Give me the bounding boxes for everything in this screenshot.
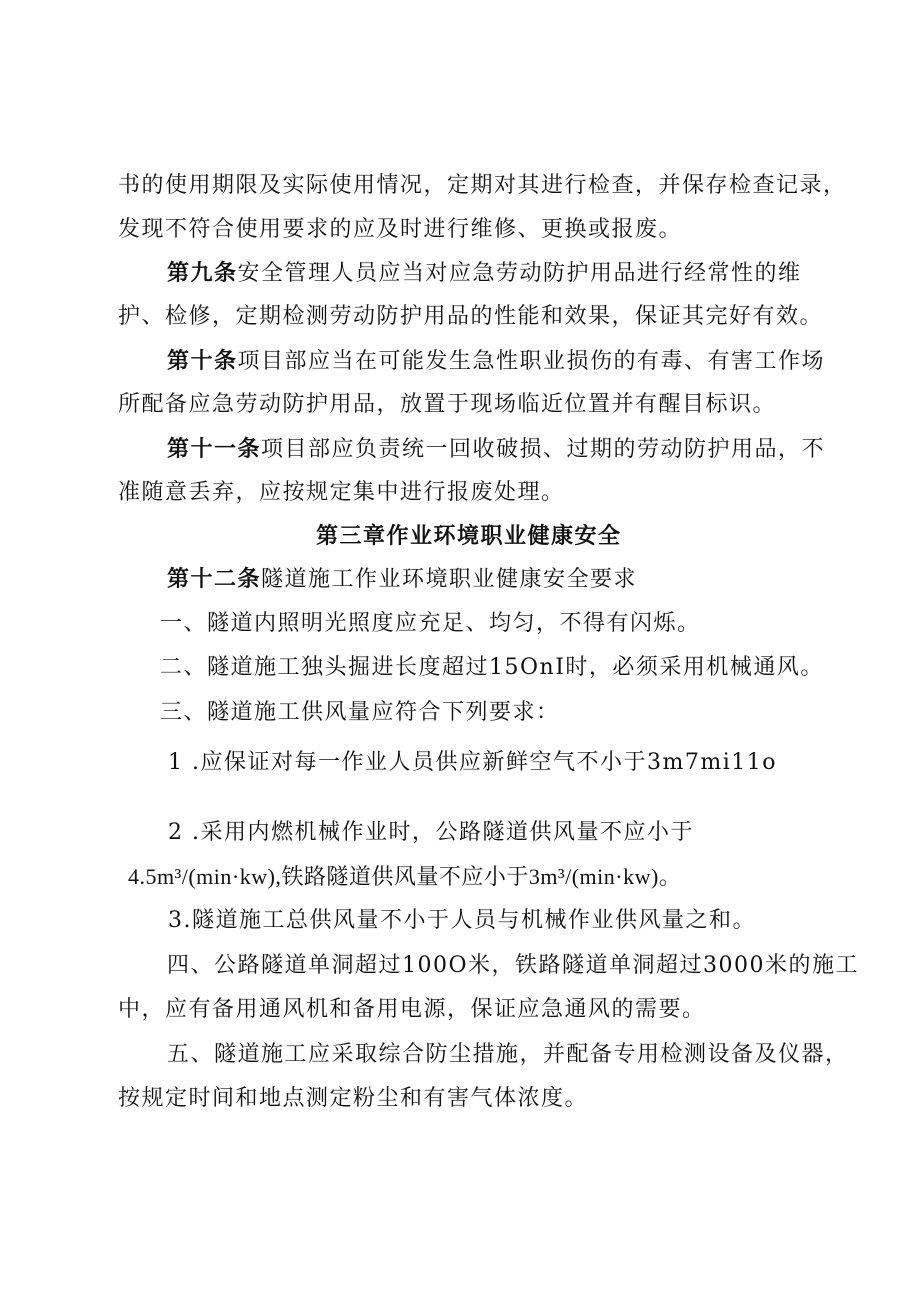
article-12-text-1: 隧道施工作业环境职业健康安全要求	[261, 567, 638, 592]
article-12-item-3: 三、隧道施工供风量应符合下列要求：	[160, 700, 560, 725]
continuation-line-2: 发现不符合使用要求的应及时进行维修、更换或报废。	[118, 217, 683, 242]
article-12-sub-1: 1 .应保证对每一作业人员供应新鲜空气不小于3m7mi11o	[168, 750, 777, 775]
article-12-line-1	[167, 564, 637, 595]
article-9-heading: 第九条	[167, 260, 238, 286]
article-11-line-2: 准随意丢弃，应按规定集中进行报废处理。	[118, 480, 565, 505]
article-10-line-1	[167, 346, 825, 377]
article-10-heading: 第十条	[167, 348, 238, 374]
article-12-item-1: 一、隧道内照明光照度应充足、均匀，不得有闪烁。	[160, 611, 701, 636]
article-12-item-5-line-1: 五、隧道施工应采取综合防尘措施，并配备专用检测设备及仪器，	[167, 1042, 849, 1067]
article-12-item-2: 二、隧道施工独头掘进长度超过15OnI时，必须采用机械通风。	[160, 655, 824, 680]
article-10-text-1: 项目部应当在可能发生急性职业损伤的有毒、有害工作场	[237, 349, 826, 374]
article-12-sub-2-line-1: 2 .采用内燃机械作业时，公路隧道供风量不应小于	[168, 820, 694, 845]
article-9-line-2: 护、检修，定期检测劳动防护用品的性能和效果，保证其完好有效。	[118, 304, 824, 329]
article-12-item-4-line-1: 四、公路隧道单洞超过100O米，铁路隧道单洞超过3000米的施工	[167, 953, 860, 978]
article-11-line-1	[167, 434, 825, 465]
article-12-item-5-line-2: 按规定时间和地点测定粉尘和有害气体浓度。	[118, 1086, 589, 1111]
article-11-text-1: 项目部应负责统一回收破损、过期的劳动防护用品，不	[261, 437, 826, 462]
article-9-line-1	[167, 258, 802, 289]
article-12-sub-2-line-2: 4.5m³/(min·kw),铁路隧道供风量不应小于3m³/(min·kw)。	[128, 864, 682, 889]
article-10-line-2: 所配备应急劳动防护用品，放置于现场临近位置并有醒目标识。	[118, 392, 777, 417]
continuation-line-1: 书的使用期限及实际使用情况，定期对其进行检查，并保存检查记录，	[118, 173, 847, 198]
article-12-item-4-line-2: 中，应有备用通风机和备用电源，保证应急通风的需要。	[118, 997, 706, 1022]
article-11-heading: 第十一条	[167, 436, 262, 462]
article-12-heading: 第十二条	[167, 566, 262, 592]
chapter-3-title: 第三章作业环境职业健康安全	[316, 523, 622, 549]
article-9-text-1: 安全管理人员应当对应急劳动防护用品进行经常性的维	[237, 261, 802, 286]
article-12-sub-3: 3.隧道施工总供风量不小于人员与机械作业供风量之和。	[168, 908, 756, 933]
